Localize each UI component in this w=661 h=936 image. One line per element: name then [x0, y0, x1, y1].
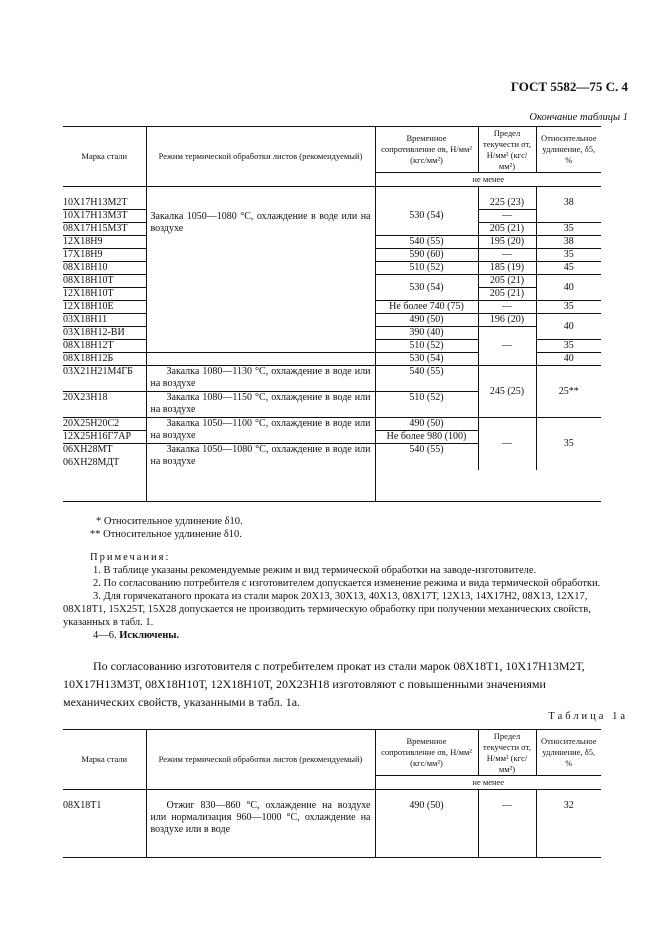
header-strength: Временное сопротивление σв, Н/мм² (кгс/мм²)	[375, 730, 478, 776]
steel-grade: 12Х18Н10Т	[63, 288, 114, 299]
steel-grade: 08Х18Н10Т	[63, 275, 114, 286]
steel-grade: 08Х18Н12Б	[63, 353, 114, 364]
elongation-value: 45	[536, 262, 601, 275]
notes-list	[63, 564, 601, 642]
steel-grade: 06ХН28МТ	[63, 444, 146, 457]
heat-treatment-mode: Закалка 1050—1080 °С, охлаждение в воде или на воздухе	[146, 197, 375, 353]
strength-value: 490 (50)	[375, 800, 478, 858]
heat-treatment-mode: Отжиг 830—860 °С, охлаждение на воздухе или нормализация 960—1000 °С, охлаждение на воздухе или в воде	[146, 800, 375, 858]
yield-value: 185 (19)	[478, 262, 536, 275]
elongation-value: 35	[536, 418, 601, 470]
paragraph-increased-properties	[63, 657, 601, 711]
yield-value: —	[478, 800, 536, 858]
yield-value: —	[478, 301, 536, 314]
page-header: ГОСТ 5582—75 С. 4	[510, 79, 628, 94]
steel-grade: 10Х17Н13М3Т	[63, 210, 146, 223]
strength-value: 540 (55)	[375, 236, 478, 249]
table-1a-label: Таблица 1а	[548, 711, 628, 722]
footnote-1: * Относительное удлинение δ10.	[96, 516, 243, 527]
strength-value: 490 (50)	[375, 418, 478, 431]
strength-value: Не более 980 (100)	[375, 431, 478, 444]
strength-value: 530 (54)	[375, 353, 478, 366]
steel-grade: 17Х18Н9	[63, 249, 103, 260]
steel-grade: 08Х18Т1	[63, 799, 102, 811]
yield-value: —	[478, 249, 536, 262]
steel-grade: 03Х21Н21М4ГБ	[63, 366, 133, 377]
table-1	[63, 126, 601, 502]
yield-value: —	[478, 327, 536, 366]
elongation-value: 35	[536, 249, 601, 262]
note-3: 3. Для горячекатаного проката из стали марок 20Х13, 30Х13, 40Х13, 08Х17Т, 12Х13, 14Х17Н2, 08Х13, 12Х17, 08Х18Т1, 15Х25Т, 15Х28 допускается не производить термическую обработку при получении механических свойств, указанных в табл. 1.	[63, 591, 591, 628]
strength-value: 540 (55)	[375, 444, 478, 502]
header-not-less: не менее	[375, 776, 601, 790]
yield-value: 205 (21)	[478, 275, 536, 288]
elongation-value: 35	[536, 340, 601, 353]
header-not-less: не менее	[375, 173, 601, 187]
header-elongation: Относительное удлинение, δ5, %	[536, 730, 601, 776]
steel-grade: 08Х17Н15М3Т	[63, 223, 128, 234]
header-grade: Марка стали	[81, 151, 128, 161]
elongation-value: 38	[536, 197, 601, 223]
header-strength: Временное сопротивление σв, Н/мм² (кгс/мм²)	[375, 127, 478, 173]
strength-value: 490 (50)	[375, 314, 478, 327]
elongation-value: 35	[536, 301, 601, 314]
notes-title: Примечания:	[90, 552, 171, 563]
yield-value: 205 (21)	[478, 223, 536, 236]
note-1: 1. В таблице указаны рекомендуемые режим и вид термической обработки на заводе-изготовителе.	[93, 565, 537, 576]
steel-grade: 03Х18Н12-ВИ	[63, 327, 125, 338]
heat-treatment-mode: Закалка 1080—1150 °С, охлаждение в воде или на воздухе	[146, 392, 375, 418]
strength-value: 510 (52)	[375, 262, 478, 275]
excluded-number: 4—6.	[93, 630, 117, 641]
yield-value: 196 (20)	[478, 314, 536, 327]
heat-treatment-mode: Закалка 1050—1080 °С, охлаждение в воде или на воздухе	[146, 444, 375, 502]
footnote-2: ** Относительное удлинение δ10.	[90, 529, 242, 540]
elongation-value: 40	[536, 314, 601, 340]
note-2: 2. По согласованию потребителя с изготовителем допускается изменение режима и вида термической обработки.	[93, 578, 601, 589]
yield-value: 195 (20)	[478, 236, 536, 249]
elongation-value: 25**	[536, 366, 601, 418]
steel-grade: 12Х18Н10Е	[63, 301, 114, 312]
steel-grade: 10Х17Н13М2Т	[63, 196, 128, 208]
steel-grade: 08Х18Н10	[63, 262, 108, 273]
table-1a	[63, 729, 601, 858]
header-mode: Режим термической обработки листов (рекомендуемый)	[146, 730, 375, 790]
steel-grade: 20Х23Н18	[63, 392, 108, 403]
elongation-value: 35	[536, 223, 601, 236]
yield-value: 205 (21)	[478, 288, 536, 301]
header-yield: Предел текучести σт, Н/мм² (кгс/мм²)	[478, 730, 536, 776]
table-continuation-caption: Окончание таблицы 1	[529, 112, 628, 123]
elongation-value: 38	[536, 236, 601, 249]
steel-grade: 12Х18Н9	[63, 236, 103, 247]
header-mode: Режим термической обработки листов (рекомендуемый)	[146, 127, 375, 187]
strength-value: 510 (52)	[375, 340, 478, 353]
steel-grade: 12Х25Н16Г7АР	[63, 431, 132, 442]
strength-value: 390 (40)	[375, 327, 478, 340]
header-elongation: Относительное удлинение, δ5, %	[536, 127, 601, 173]
heat-treatment-mode: Закалка 1080—1130 °С, охлаждение в воде или на воздухе	[146, 366, 375, 392]
yield-value: —	[478, 210, 536, 223]
yield-value: 225 (23)	[478, 197, 536, 210]
excluded-word: Исключены.	[119, 630, 180, 641]
steel-grade: 03Х18Н11	[63, 314, 108, 325]
header-grade: Марка стали	[81, 754, 128, 764]
elongation-value: 32	[536, 800, 601, 858]
paragraph-text: По согласованию изготовителя с потребителем прокат из стали марок 08Х18Т1, 10Х17Н13М2Т, 10Х17Н13М3Т, 08Х18Н10Т, 12Х18Н10Т, 20Х23Н18 изготовляют с повышенными значениями механических свойств, указанными в табл. 1а.	[63, 659, 585, 709]
note-excluded	[63, 629, 601, 642]
steel-grade: 06ХН28МДТ	[63, 456, 120, 468]
elongation-value: 40	[536, 275, 601, 301]
strength-value: 530 (54)	[375, 197, 478, 236]
header-yield: Предел текучести σт, Н/мм² (кгс/мм²)	[478, 127, 536, 173]
steel-grade: 08Х18Н12Т	[63, 340, 114, 351]
strength-value: 540 (55)	[375, 366, 478, 392]
yield-value: 245 (25)	[478, 366, 536, 418]
steel-grade: 20Х25Н20С2	[63, 418, 120, 429]
strength-value: 590 (60)	[375, 249, 478, 262]
heat-treatment-mode: Закалка 1050—1100 °С, охлаждение в воде или на воздухе	[146, 418, 375, 444]
strength-value: 510 (52)	[375, 392, 478, 418]
strength-value: 530 (54)	[375, 275, 478, 301]
strength-value: Не более 740 (75)	[375, 301, 478, 314]
yield-value: —	[478, 418, 536, 470]
elongation-value: 40	[536, 353, 601, 366]
